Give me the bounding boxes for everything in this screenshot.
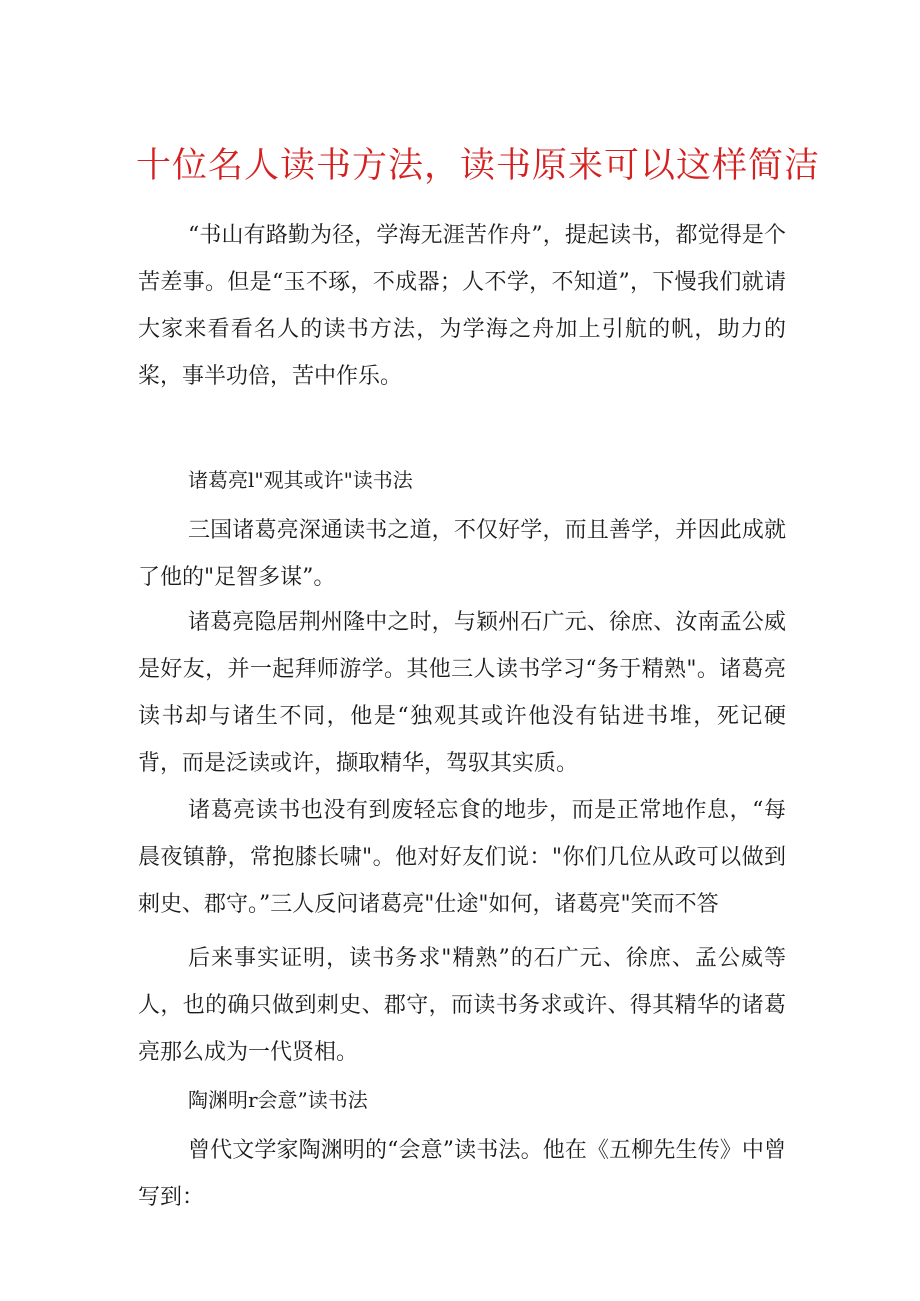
section-heading-tao-yuanming: 陶渊明r会意”读书法 bbox=[188, 1088, 368, 1112]
paragraph: 后来事实证明，读书务求"精熟”的石广元、徐庶、孟公威等人，也的确只做到刺史、郡守，而读书务求或许、得其精华的诸葛亮那么成为一代贤相。 bbox=[138, 946, 786, 1065]
paragraph: 三国诸葛亮深通读书之道，不仅好学，而且善学，并因此成就了他的"足智多谋”。 bbox=[138, 518, 786, 590]
paragraph: 诸葛亮隐居荆州隆中之时，与颖州石广元、徐庶、汝南孟公威是好友，并一起拜师游学。其他三人读书学习“务于精熟"。诸葛亮读书却与诸生不同，他是“独观其或许他没有钻进书堆，死记硬背，而是泛读或许，撷取精华，驾驭其实质。 bbox=[138, 610, 786, 776]
article-title: 十位名人读书方法，读书原来可以这样简洁 bbox=[136, 146, 821, 186]
intro-paragraph: “书山有路勤为径，学海无涯苦作舟”，提起读书，都觉得是个苦差事。但是“玉不琢，不成器；人不学，不知道”，下慢我们就请大家来看看名人的读书方法，为学海之舟加上引航的帆，助力的桨，事半功倍，苦中作乐。 bbox=[138, 223, 786, 389]
paragraph: 曾代文学家陶渊明的“会意”读书法。他在《五柳先生传》中曾写到： bbox=[138, 1138, 786, 1210]
section-heading-zhuge-liang: 诸葛亮l"观其或许"读书法 bbox=[188, 468, 413, 492]
paragraph: 诸葛亮读书也没有到废轻忘食的地步，而是正常地作息，“每晨夜镇静，常抱膝长啸"。他对好友们说："你们几位从政可以做到刺史、郡守。”三人反问诸葛亮"仕途"如何，诸葛亮"笑而不答 bbox=[138, 798, 786, 917]
